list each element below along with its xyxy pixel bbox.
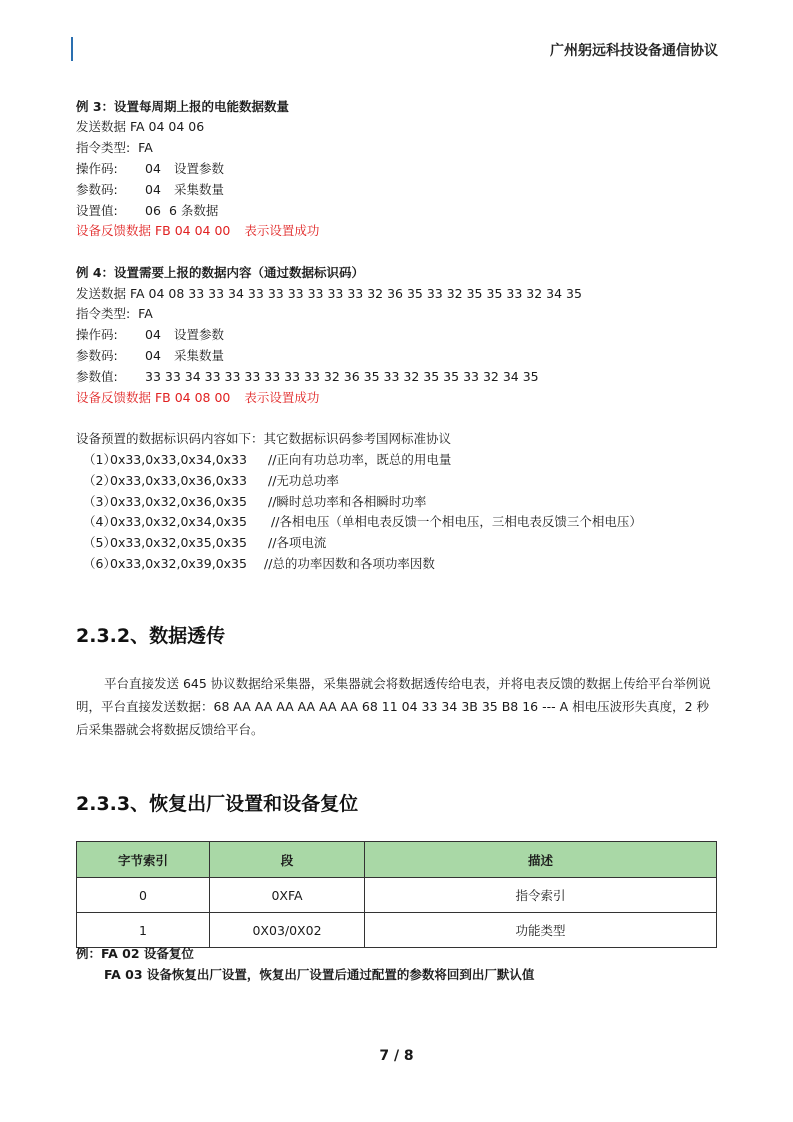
list-item-code: 0x33,0x33,0x36,0x33: [110, 472, 247, 488]
list-item-desc: //各项电流: [268, 535, 327, 551]
list-item-code: 0x33,0x33,0x34,0x33: [110, 452, 247, 467]
table-cell: 0XFA: [210, 878, 365, 913]
feedback-data: 设备反馈数据 FB 04 08 00: [76, 390, 231, 405]
example-3-send: 发送数据 FA 04 04 06: [76, 119, 205, 134]
type-label: 指令类型:: [76, 306, 131, 321]
example-3-title: 例 3：设置每周期上报的电能数据数量: [76, 99, 290, 114]
example-4-opcode: [76, 325, 224, 345]
value-label: 设置值:: [76, 203, 118, 218]
example-4-param: [76, 346, 224, 366]
list-item-code: 0x33,0x32,0x36,0x35: [110, 493, 247, 509]
table-row: [77, 878, 717, 913]
table-cell: 0X03/0X02: [210, 913, 365, 948]
list-item: [83, 450, 451, 470]
value-code: 33 33 34 33 33 33 33 33 33 32 36 35 33 32 35 35 33 32 34 35: [145, 369, 539, 384]
list-item-index: （1）: [83, 452, 116, 467]
type-label: 指令类型:: [76, 140, 131, 155]
table-cell: 1: [77, 913, 210, 948]
param-label: 参数码:: [76, 182, 118, 197]
example-3-opcode: [76, 159, 224, 179]
example-3-type: [76, 138, 153, 158]
value-label: 参数值:: [76, 369, 118, 384]
list-item-desc: //瞬时总功率和各相瞬时功率: [268, 493, 427, 509]
paragraph-text: 平台直接发送 645 协议数据给采集器，采集器就会将数据透传给电表，并将电表反馈的数据上传给平台举例说明，平台直接发送数据：68 AA AA AA AA AA AA 68 11 04 33 34 3B 35 B8 16 --- A 相电压波形失真度，2 秒后采集器就会将数据反馈给平台。: [76, 676, 711, 737]
opcode-value: 04: [145, 327, 161, 342]
list-item: [83, 533, 326, 553]
table-cell: 功能类型: [365, 913, 717, 948]
table-cell: 0: [77, 878, 210, 913]
table-header-cell: 段: [210, 842, 365, 878]
opcode-value: 04: [145, 161, 161, 176]
example-4-feedback: [76, 388, 319, 408]
section-2-3-2-heading: 2.3.2、数据透传: [76, 625, 226, 647]
feedback-desc: 表示设置成功: [244, 223, 320, 238]
param-label: 参数码:: [76, 348, 118, 363]
example-3-value: [76, 201, 218, 221]
table-cell: 指令索引: [365, 878, 717, 913]
feedback-desc: 表示设置成功: [244, 390, 320, 405]
opcode-desc: 设置参数: [174, 161, 225, 176]
table-header-row: [77, 842, 717, 878]
factory-reset-note: FA 03 设备恢复出厂设置，恢复出厂设置后通过配置的参数将回到出厂默认值: [104, 967, 535, 982]
table-header-cell: 字节索引: [77, 842, 210, 878]
list-item: [83, 471, 339, 491]
reset-example-note: 例：FA 02 设备复位: [76, 946, 194, 961]
param-desc: 采集数量: [174, 182, 225, 197]
preset-intro: 设备预置的数据标识码内容如下：其它数据标识码参考国网标准协议: [76, 431, 452, 446]
opcode-desc: 设置参数: [174, 327, 225, 342]
list-item-desc: //各相电压（单相电表反馈一个相电压，三相电表反馈三个相电压）: [271, 514, 642, 530]
feedback-data: 设备反馈数据 FB 04 04 00: [76, 223, 231, 238]
list-item-index: （5）: [83, 535, 116, 551]
list-item: [83, 554, 435, 574]
reset-command-table: [76, 841, 717, 948]
type-value: FA: [138, 306, 153, 321]
param-value: 04: [145, 348, 161, 363]
list-item-desc: //正向有功总功率，既总的用电量: [268, 452, 452, 467]
list-item-desc: //总的功率因数和各项功率因数: [264, 556, 435, 571]
table-header-cell: 描述: [365, 842, 717, 878]
example-4-title: 例 4：设置需要上报的数据内容（通过数据标识码）: [76, 265, 365, 280]
section-2-3-3-heading: 2.3.3、恢复出厂设置和设备复位: [76, 793, 359, 815]
example-4-value: [76, 367, 539, 387]
value-code: 06: [145, 203, 161, 218]
list-item-index: （6）: [83, 556, 116, 571]
param-desc: 采集数量: [174, 348, 225, 363]
param-value: 04: [145, 182, 161, 197]
value-desc: 6 条数据: [169, 203, 219, 218]
list-item-index: （3）: [83, 493, 116, 509]
section-2-3-2-paragraph: [76, 672, 718, 741]
list-item-desc: //无功总功率: [268, 472, 339, 488]
list-item: [83, 512, 642, 532]
type-value: FA: [138, 140, 153, 155]
table-row: [77, 913, 717, 948]
list-item: [83, 492, 426, 512]
opcode-label: 操作码:: [76, 327, 118, 342]
list-item-index: （2）: [83, 472, 116, 488]
header-accent-bar: [71, 37, 73, 61]
example-3-feedback: [76, 221, 319, 241]
example-3-param: [76, 180, 224, 200]
document-header-title: 广州躬远科技设备通信协议: [550, 43, 718, 59]
list-item-code: 0x33,0x32,0x34,0x35: [110, 514, 247, 530]
opcode-label: 操作码:: [76, 161, 118, 176]
example-4-type: [76, 304, 153, 324]
list-item-code: 0x33,0x32,0x39,0x35: [110, 556, 247, 571]
example-4-send: 发送数据 FA 04 08 33 33 34 33 33 33 33 33 33 32 36 35 33 32 35 35 33 32 34 35: [76, 286, 582, 301]
list-item-index: （4）: [83, 514, 116, 530]
list-item-code: 0x33,0x32,0x35,0x35: [110, 535, 247, 551]
page-number: 7 / 8: [379, 1048, 414, 1064]
